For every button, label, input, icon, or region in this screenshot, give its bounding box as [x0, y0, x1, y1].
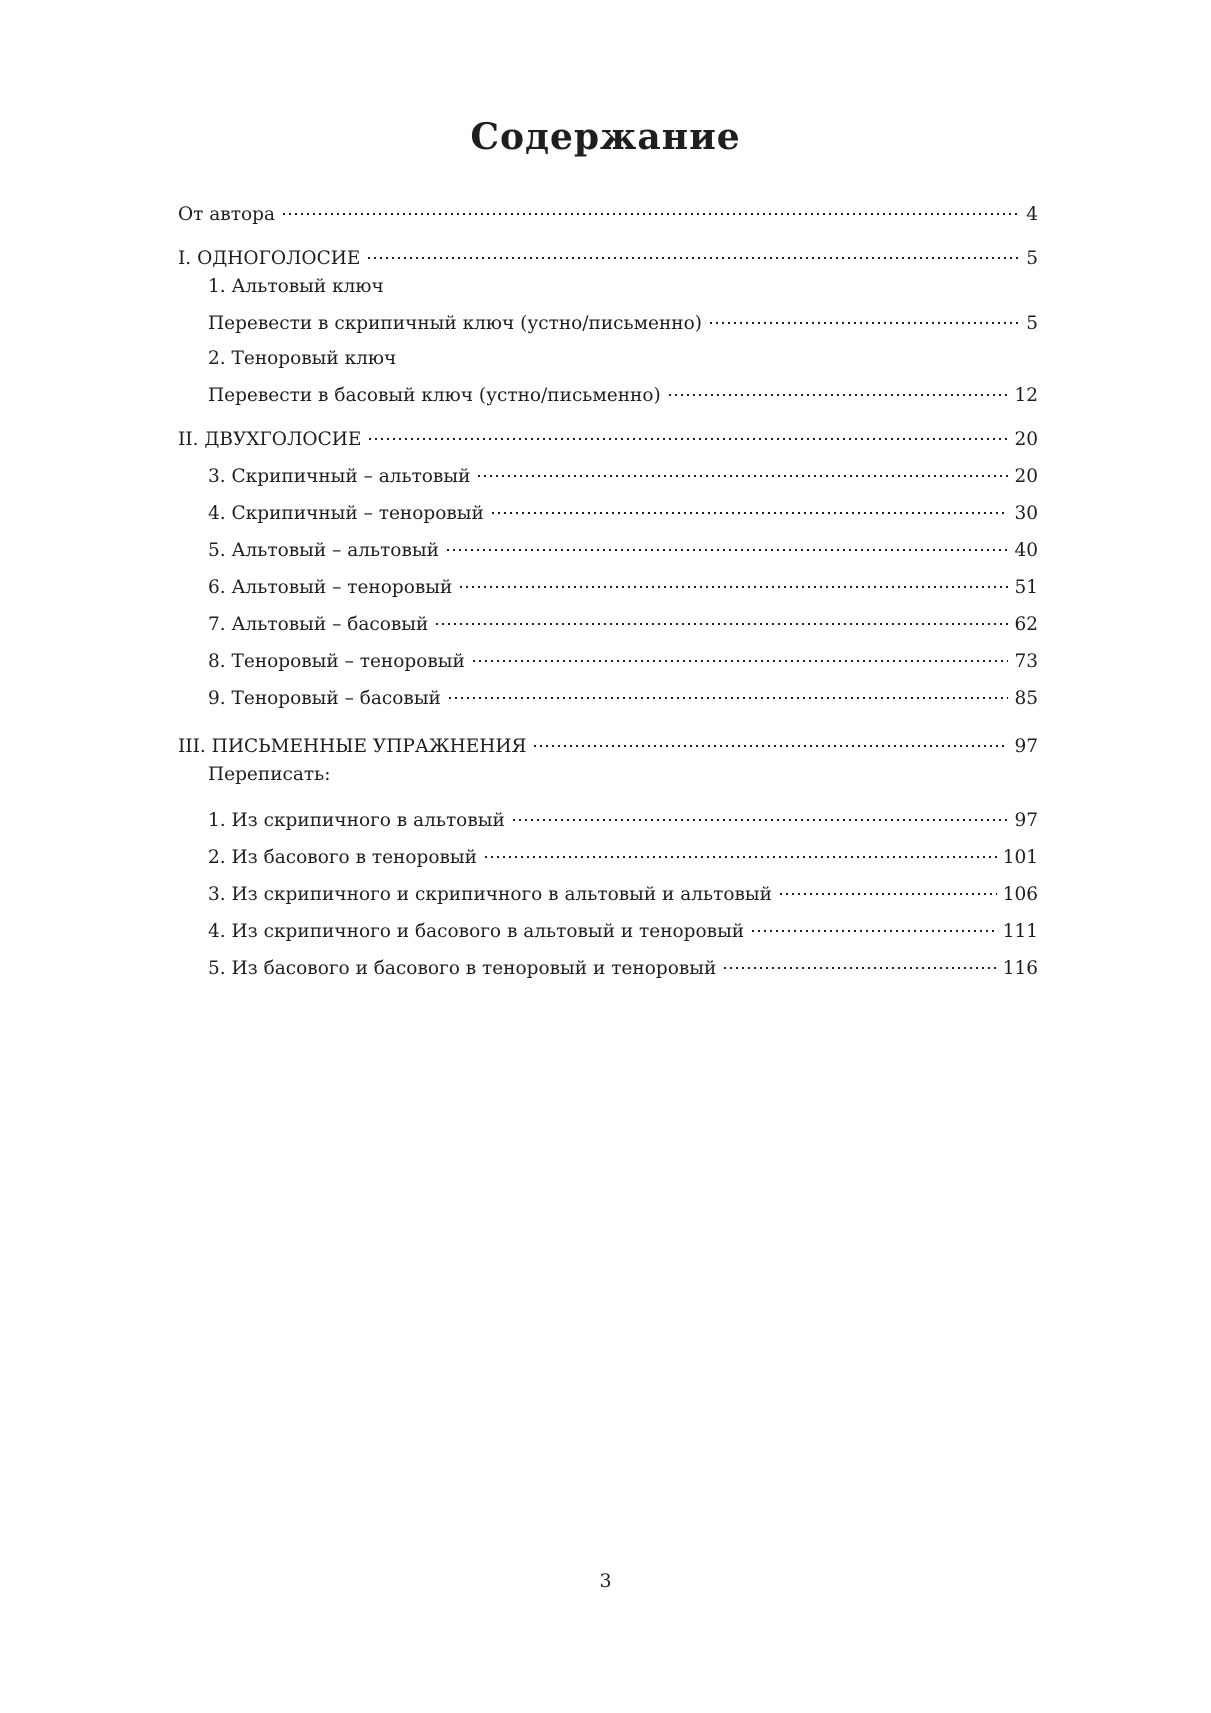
toc-entry-alto-clef-task[interactable] [178, 301, 1038, 334]
toc-page-number: 116 [1002, 958, 1038, 979]
toc-entry-label: 8. Теноровый – теноровый [208, 651, 465, 672]
toc-page-number: 5 [1026, 248, 1038, 269]
toc-page-number: 30 [1014, 503, 1038, 524]
toc-page-number: 5 [1026, 313, 1038, 334]
toc-entry[interactable] [178, 454, 1038, 487]
dot-leader [434, 602, 1008, 630]
toc-entry[interactable] [178, 872, 1038, 905]
toc-entry[interactable] [178, 835, 1038, 868]
toc-entry-label: Перевести в скрипичный ключ (устно/письменно) [208, 313, 702, 334]
toc-entry-label: 6. Альтовый – теноровый [208, 577, 453, 598]
toc-entry-label: II. ДВУХГОЛОСИЕ [178, 429, 362, 450]
dot-leader [511, 798, 1009, 826]
toc-entry-tenor-clef-task[interactable] [178, 373, 1038, 406]
dot-leader [476, 454, 1008, 482]
toc-page-number: 20 [1014, 429, 1038, 450]
toc-page-number: 97 [1014, 736, 1038, 757]
toc-page-number: 51 [1014, 577, 1038, 598]
dot-leader [445, 528, 1009, 556]
page-title: Содержание [470, 116, 741, 158]
toc-page-number: 85 [1014, 688, 1038, 709]
toc-entry-label: 4. Из скрипичного и басового в альтовый и теноровый [208, 921, 745, 942]
toc-page-number: 106 [1002, 884, 1038, 905]
dot-leader [750, 909, 997, 937]
toc-entry-label: III. ПИСЬМЕННЫЕ УПРАЖНЕНИЯ [178, 736, 527, 757]
toc-entry-part-1[interactable] [178, 236, 1038, 269]
dot-leader [778, 872, 997, 900]
toc-entry[interactable] [178, 528, 1038, 561]
dot-leader [708, 301, 1020, 329]
toc-entry-part-2[interactable] [178, 417, 1038, 450]
toc-entry[interactable] [178, 798, 1038, 831]
toc-entry-label: 1. Из скрипичного в альтовый [208, 810, 505, 831]
toc-page-number: 20 [1014, 466, 1038, 487]
toc-entry-part-3[interactable] [178, 724, 1038, 757]
toc-entry-label: Перевести в басовый ключ (устно/письменно) [208, 385, 661, 406]
toc-page-number: 111 [1002, 921, 1038, 942]
page-number: 3 [599, 1570, 612, 1592]
toc-page-number: 73 [1014, 651, 1038, 672]
dot-leader [483, 835, 997, 863]
toc-entry[interactable] [178, 946, 1038, 979]
toc-entry-label: 2. Из басового в теноровый [208, 847, 477, 868]
toc-subsection-title: Переписать: [208, 764, 331, 785]
toc-entry-from-author[interactable] [178, 192, 1038, 225]
toc-entry-label: 4. Скрипичный – теноровый [208, 503, 484, 524]
toc-entry[interactable] [178, 909, 1038, 942]
toc-page-number: 40 [1014, 540, 1038, 561]
dot-leader [447, 676, 1009, 704]
table-of-contents [178, 192, 1038, 983]
toc-entry-label: 3. Из скрипичного и скрипичного в альтовый и альтовый [208, 884, 772, 905]
toc-entry[interactable] [178, 565, 1038, 598]
toc-subsection-title: 1. Альтовый ключ [208, 276, 384, 297]
toc-page-number: 101 [1002, 847, 1038, 868]
toc-entry-label: От автора [178, 204, 275, 225]
toc-entry[interactable] [178, 639, 1038, 672]
dot-leader [722, 946, 996, 974]
dot-leader [490, 491, 1009, 519]
dot-leader [471, 639, 1009, 667]
toc-page-number: 12 [1014, 385, 1038, 406]
toc-subsection-title: 2. Теноровый ключ [208, 348, 397, 369]
toc-page-number: 97 [1014, 810, 1038, 831]
toc-entry-label: 9. Теноровый – басовый [208, 688, 441, 709]
dot-leader [667, 373, 1009, 401]
toc-entry-label: 7. Альтовый – басовый [208, 614, 429, 635]
dot-leader [458, 565, 1008, 593]
dot-leader [281, 192, 1020, 220]
dot-leader [532, 724, 1008, 752]
toc-entry[interactable] [178, 676, 1038, 709]
toc-entry-label: 5. Из басового и басового в теноровый и теноровый [208, 958, 717, 979]
toc-entry[interactable] [178, 491, 1038, 524]
toc-entry-label: 3. Скрипичный – альтовый [208, 466, 471, 487]
toc-entry[interactable] [178, 602, 1038, 635]
dot-leader [367, 417, 1008, 445]
toc-page-number: 4 [1026, 204, 1038, 225]
dot-leader [366, 236, 1020, 264]
toc-entry-label: 5. Альтовый – альтовый [208, 540, 439, 561]
toc-page-number: 62 [1014, 614, 1038, 635]
toc-entry-label: I. ОДНОГОЛОСИЕ [178, 248, 361, 269]
